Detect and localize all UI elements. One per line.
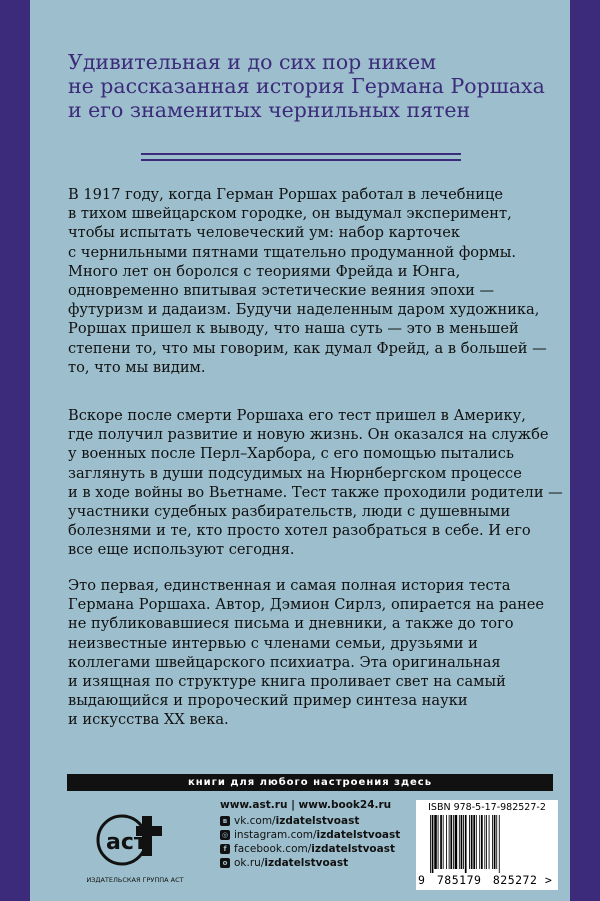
ast-logo bbox=[90, 808, 182, 868]
social-prefix: instagram.com/ bbox=[234, 829, 317, 841]
logo-lettering: аст bbox=[106, 830, 147, 855]
barcode-bar bbox=[489, 815, 490, 869]
ok-icon: о bbox=[220, 858, 230, 868]
publisher-websites[interactable]: www.ast.ru | www.book24.ru bbox=[220, 799, 392, 811]
social-prefix: vk.com/ bbox=[234, 815, 276, 827]
text-line: участники судебных разбирательств, люди с душевными bbox=[68, 503, 511, 521]
isbn-barcode bbox=[416, 800, 558, 890]
text-line: неизвестные интервью с членами семьи, друзьями и bbox=[68, 634, 478, 652]
barcode-bar bbox=[463, 815, 464, 869]
barcode-bar bbox=[484, 815, 485, 869]
barcode-bar bbox=[492, 815, 493, 869]
paragraph-1 bbox=[68, 185, 568, 377]
text-line: болезнями и те, кто просто хотел разобраться в себе. И его bbox=[68, 522, 531, 540]
barcode-bar bbox=[476, 815, 477, 869]
text-line: и в ходе войны во Вьетнаме. Тест также проходили родители — bbox=[68, 483, 563, 501]
social-handle: izdatelstvoast bbox=[275, 815, 360, 827]
social-prefix: facebook.com/ bbox=[234, 843, 312, 855]
paragraph-3 bbox=[68, 576, 568, 730]
text-line: чтобы испытать человеческий ум: набор карточек bbox=[68, 224, 460, 242]
barcode-bars bbox=[430, 815, 550, 873]
text-line: футуризм и дадаизм. Будучи наделенным даром художника, bbox=[68, 301, 540, 319]
text-line: Германа Роршаха. Автор, Дэмион Сирлз, опирается на ранее bbox=[68, 596, 545, 614]
barcode-bar bbox=[461, 815, 463, 869]
text-line: не публиковавшиеся письма и дневники, а также до того bbox=[68, 615, 514, 633]
barcode-bar bbox=[430, 815, 431, 873]
text-line: то, что мы видим. bbox=[68, 358, 206, 376]
barcode-bar bbox=[434, 815, 437, 869]
cover-heading bbox=[68, 50, 548, 122]
social-link-facebook[interactable] bbox=[220, 843, 395, 855]
barcode-bar bbox=[469, 815, 470, 869]
isbn-number: ISBN 978-5-17-982527-2 bbox=[428, 802, 546, 813]
barcode-bar bbox=[443, 815, 444, 869]
barcode-bar bbox=[455, 815, 458, 869]
facebook-icon: f bbox=[220, 844, 230, 854]
ean-digits bbox=[418, 873, 558, 887]
text-line: у военных после Перл–Харбора, с его помощью пытались bbox=[68, 445, 514, 463]
text-line: в тихом швейцарском городке, он выдумал эксперимент, bbox=[68, 205, 512, 223]
barcode-bar bbox=[449, 815, 450, 869]
text-line: Много лет он боролся с теориями Фрейда и Юнга, bbox=[68, 262, 461, 280]
text-line: и искусства XX века. bbox=[68, 711, 229, 729]
barcode-bar bbox=[465, 815, 467, 873]
text-line: выдающийся и пророческий пример синтеза науки bbox=[68, 692, 468, 710]
ean-arrow: > bbox=[544, 873, 553, 887]
text-line: Это первая, единственная и самая полная история теста bbox=[68, 577, 511, 594]
social-handle: izdatelstvoast bbox=[264, 857, 349, 869]
text-line: В 1917 году, когда Герман Роршах работал в лечебнице bbox=[68, 186, 504, 203]
social-link-ok[interactable] bbox=[220, 857, 348, 869]
text-line: заглянуть в души подсудимых на Нюрнбергском процессе bbox=[68, 464, 522, 482]
barcode-bar bbox=[481, 815, 483, 869]
ean-first: 9 bbox=[418, 873, 426, 887]
text-line: где получил развитие и новую жизнь. Он оказался на службе bbox=[68, 426, 549, 444]
barcode-bar bbox=[446, 815, 447, 869]
barcode-bar bbox=[459, 815, 460, 869]
text-line: с чернильными пятнами тщательно продуманной формы. bbox=[68, 243, 516, 261]
vk-icon: в bbox=[220, 816, 230, 826]
social-link-instagram[interactable] bbox=[220, 829, 400, 841]
social-handle: izdatelstvoast bbox=[311, 843, 395, 855]
barcode-bar bbox=[473, 815, 475, 869]
ean-right: 825272 bbox=[492, 873, 538, 887]
divider-line-bottom bbox=[141, 159, 461, 161]
barcode-bar bbox=[432, 815, 434, 873]
text-line: степени то, что мы говорим, как думал Фрейд, а в большей — bbox=[68, 339, 547, 357]
heading-line: не рассказанная история Германа Роршаха bbox=[68, 74, 545, 98]
barcode-bar bbox=[453, 815, 454, 869]
text-line: все еще используют сегодня. bbox=[68, 541, 295, 559]
heading-line: Удивительная и до сих пор никем bbox=[68, 50, 437, 74]
barcode-bar bbox=[471, 815, 473, 869]
series-tagline: книги для любого настроения здесь bbox=[67, 774, 553, 791]
ean-left: 785179 bbox=[436, 873, 482, 887]
publisher-name: ИЗДАТЕЛЬСКАЯ ГРУППА АСТ bbox=[86, 876, 184, 884]
text-line: и изящная по структуре книга проливает свет на самый bbox=[68, 673, 506, 691]
text-line: Роршах пришел к выводу, что наша суть — это в меньшей bbox=[68, 320, 519, 338]
barcode-bar bbox=[450, 815, 452, 869]
social-link-vk[interactable] bbox=[220, 815, 359, 827]
paragraph-2 bbox=[68, 406, 568, 560]
barcode-bar bbox=[496, 815, 497, 869]
instagram-icon: ◎ bbox=[221, 831, 229, 839]
barcode-bar bbox=[440, 815, 442, 869]
barcode-bar bbox=[438, 815, 439, 869]
divider-line-top bbox=[141, 153, 461, 155]
heading-line: и его знаменитых чернильных пятен bbox=[68, 98, 471, 122]
barcode-bar bbox=[486, 815, 487, 869]
social-handle: izdatelstvoast bbox=[316, 829, 401, 841]
cover-panel bbox=[30, 0, 570, 901]
barcode-bar bbox=[494, 815, 496, 869]
text-line: коллегами швейцарского психиатра. Эта оригинальная bbox=[68, 653, 501, 671]
social-prefix: ok.ru/ bbox=[234, 857, 265, 869]
barcode-bar bbox=[499, 815, 500, 873]
text-line: Вскоре после смерти Роршаха его тест пришел в Америку, bbox=[68, 407, 526, 424]
barcode-bar bbox=[479, 815, 480, 869]
text-line: одновременно впитывая эстетические веяния эпохи — bbox=[68, 282, 495, 300]
